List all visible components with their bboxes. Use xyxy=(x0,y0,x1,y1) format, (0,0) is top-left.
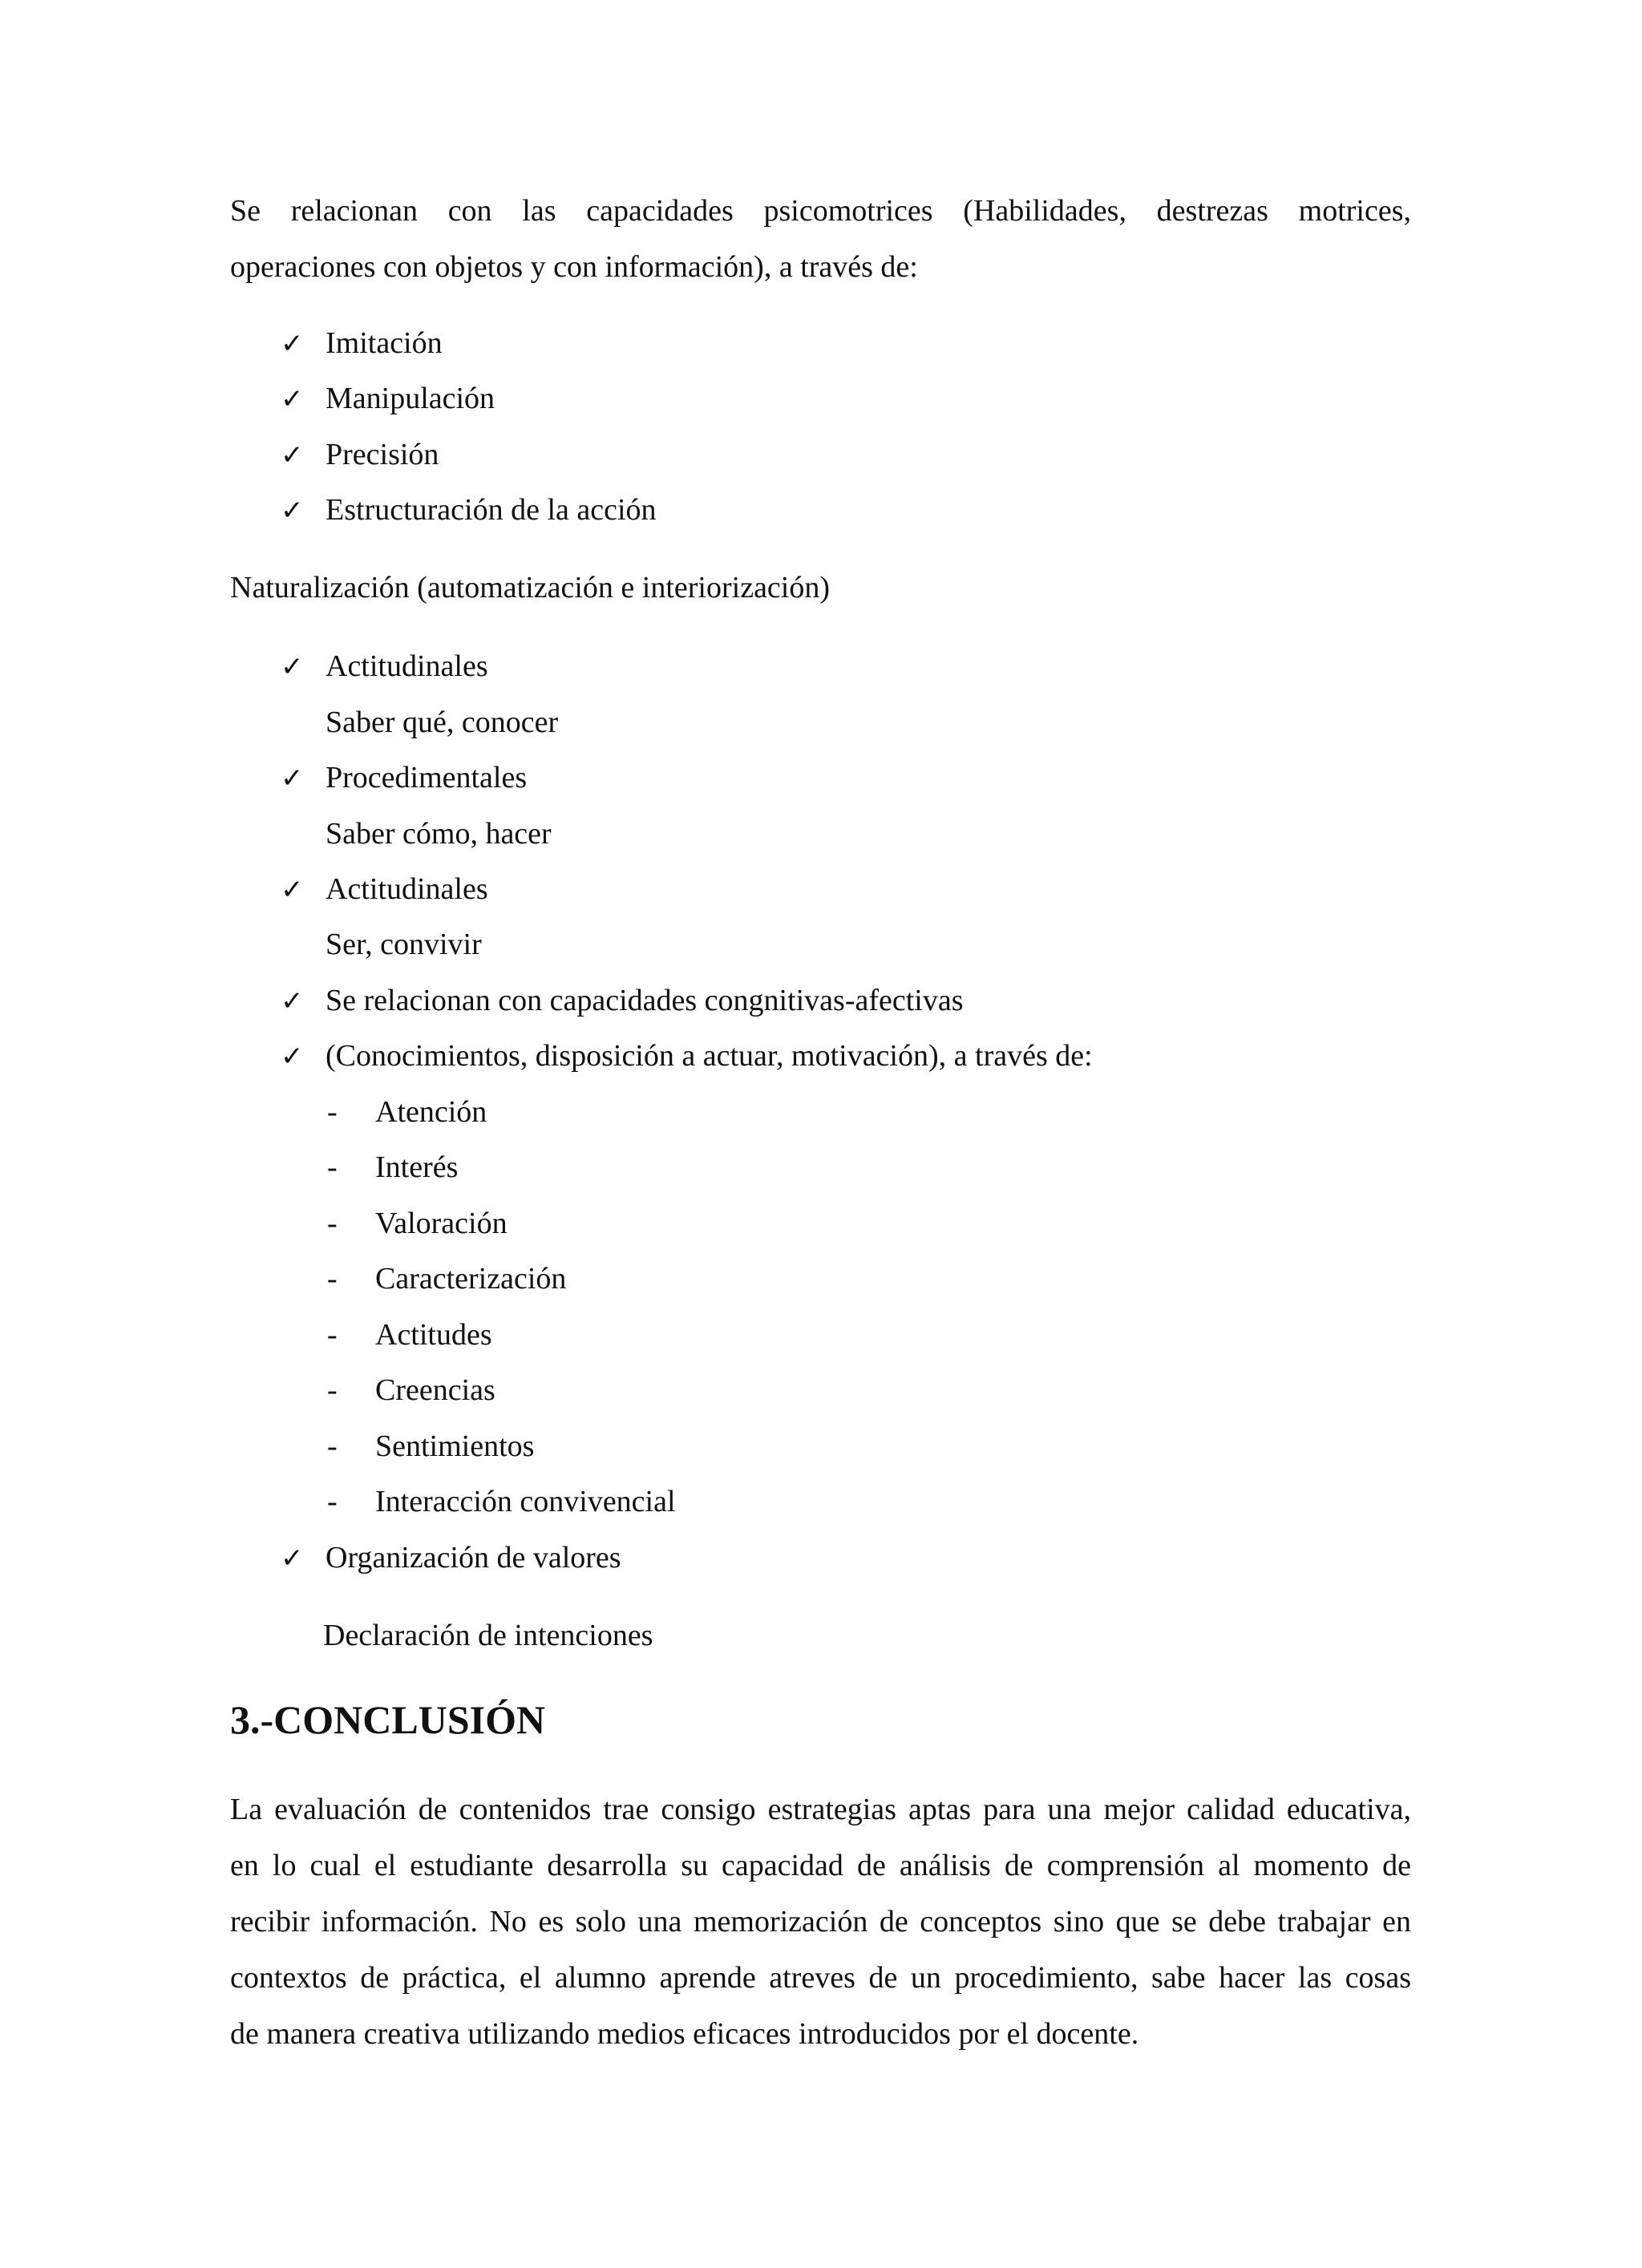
list-item xyxy=(281,315,443,372)
dash-bullet: - xyxy=(327,1095,338,1129)
list-item-label: Actitudinales xyxy=(326,649,488,683)
checkmark-icon: ✓ xyxy=(281,985,304,1017)
dash-list-label: Atención xyxy=(375,1095,487,1129)
checkmark-icon: ✓ xyxy=(281,439,304,471)
list-item-label: Imitación xyxy=(326,326,443,360)
list-item-sub: Ser, convivir xyxy=(326,928,482,961)
dash-list-item xyxy=(327,1195,508,1251)
dash-list-label: Sentimientos xyxy=(375,1429,535,1463)
list-item-label: Se relacionan con capacidades congnitivas-afectivas xyxy=(326,984,964,1017)
list-item xyxy=(281,427,439,483)
dash-list-item xyxy=(327,1084,487,1140)
dash-bullet: - xyxy=(327,1373,338,1407)
declaration-text: Declaración de intenciones xyxy=(323,1619,653,1652)
list-item xyxy=(281,972,964,1029)
list-item-label: Estructuración de la acción xyxy=(326,493,657,527)
list-item xyxy=(281,750,528,807)
checkmark-icon: ✓ xyxy=(281,762,304,794)
intro-paragraph xyxy=(230,183,1411,295)
dash-list-item xyxy=(327,1474,676,1530)
dash-list-label: Interés xyxy=(375,1150,459,1184)
list-item xyxy=(281,638,488,695)
list-item-sub: Saber qué, conocer xyxy=(326,705,559,739)
checkmark-icon: ✓ xyxy=(281,1041,304,1073)
list-item xyxy=(281,1028,1093,1085)
list-item-label: (Conocimientos, disposición a actuar, motivación), a través de: xyxy=(326,1039,1093,1073)
intro-line: Se relacionan con las capacidades psicomotrices (Habilidades, destrezas motrices, xyxy=(230,194,1411,228)
list-item-label: Procedimentales xyxy=(326,761,528,794)
list-item-label: Precisión xyxy=(326,438,439,471)
dash-list-item xyxy=(327,1362,495,1418)
checkmark-icon: ✓ xyxy=(281,383,304,415)
list-item-label: Actitudinales xyxy=(326,872,488,906)
dash-bullet: - xyxy=(327,1262,338,1296)
conclusion-line: La evaluación de contenidos trae consigo estrategias aptas para una mejor calidad educativa, xyxy=(230,1793,1411,1826)
intro-line: operaciones con objetos y con información), a través de: xyxy=(230,250,918,284)
conclusion-line: en lo cual el estudiante desarrolla su capacidad de análisis de comprensión al momento de xyxy=(230,1849,1411,1882)
checkmark-icon: ✓ xyxy=(281,1542,304,1575)
dash-list-label: Creencias xyxy=(375,1373,495,1407)
conclusion-line: contextos de práctica, el alumno aprende atreves de un procedimiento, sabe hacer las cosas xyxy=(230,1961,1411,1995)
checkmark-icon: ✓ xyxy=(281,328,304,360)
section-heading: 3.-CONCLUSIÓN xyxy=(230,1697,546,1742)
list-item-label: Organización de valores xyxy=(326,1541,621,1575)
list-item-label: Manipulación xyxy=(326,382,495,415)
dash-list-item xyxy=(327,1251,567,1307)
dash-list-item xyxy=(327,1139,459,1195)
checkmark-icon: ✓ xyxy=(281,651,304,683)
list-item-sub: Saber cómo, hacer xyxy=(326,817,552,851)
dash-list-label: Interacción convivencial xyxy=(375,1485,676,1518)
dash-bullet: - xyxy=(327,1318,338,1352)
dash-list-item xyxy=(327,1418,535,1474)
dash-list-label: Caracterización xyxy=(375,1262,567,1296)
checkmark-icon: ✓ xyxy=(281,874,304,906)
list-item xyxy=(281,482,657,539)
list-item xyxy=(281,370,495,427)
conclusion-paragraph xyxy=(230,1781,1411,2062)
list-item xyxy=(281,861,488,918)
dash-bullet: - xyxy=(327,1485,338,1518)
dash-list-label: Actitudes xyxy=(375,1318,492,1352)
checkmark-icon: ✓ xyxy=(281,495,304,527)
dash-bullet: - xyxy=(327,1207,338,1240)
list-item xyxy=(281,1530,621,1587)
dash-bullet: - xyxy=(327,1429,338,1463)
conclusion-line: recibir información. No es solo una memorización de conceptos sino que se debe trabajar en xyxy=(230,1905,1411,1939)
naturalization-text: Naturalización (automatización e interiorización) xyxy=(230,571,831,604)
dash-list-label: Valoración xyxy=(375,1207,508,1240)
conclusion-line: de manera creativa utilizando medios eficaces introducidos por el docente. xyxy=(230,2017,1139,2051)
dash-list-item xyxy=(327,1307,492,1363)
dash-bullet: - xyxy=(327,1150,338,1184)
